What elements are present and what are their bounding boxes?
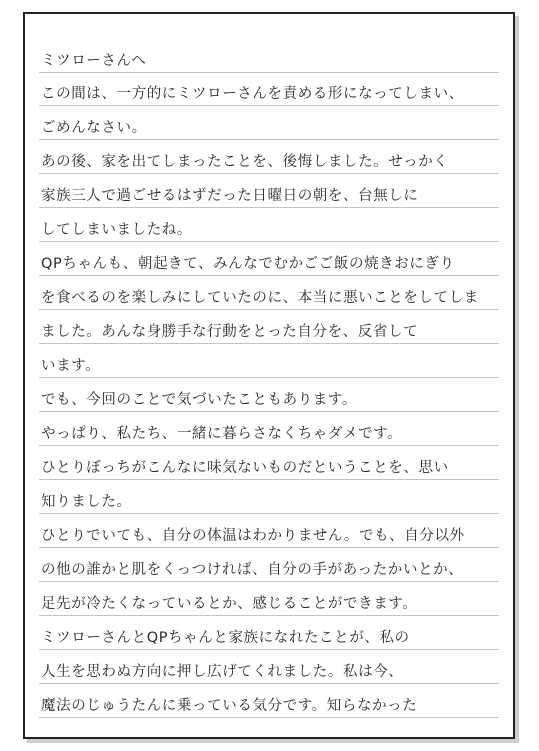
letter-line: 魔法のじゅうたんに乗っている気分です。知らなかった [41,698,418,714]
salutation: ミツローさんへ [41,53,147,69]
letter-line: を食べるのを楽しみにしていたのに、本当に悪いことをしてしま [41,290,479,306]
letter-line: 足先が冷たくなっているとか、感じることができます。 [41,596,418,612]
ruled-line [39,445,499,446]
ruled-line [39,513,499,514]
ruled-line [39,275,499,276]
letter-line: あの後、家を出てしまったことを、後悔しました。せっかく [41,154,449,170]
ruled-line [39,683,499,684]
letter-line: 知りました。 [41,494,132,510]
ruled-line [39,581,499,582]
ruled-line [39,377,499,378]
ruled-line [39,547,499,548]
ruled-line [39,105,499,106]
letter-line: ミツローさんとQPちゃんと家族になれたことが、私の [41,630,410,646]
ruled-line [39,207,499,208]
letter-line: やっぱり、私たち、一緒に暮らさなくちゃダメです。 [41,426,403,442]
ruled-line [39,241,499,242]
ruled-line [39,649,499,650]
ruled-line [39,411,499,412]
ruled-line [39,615,499,616]
ruled-line [39,72,499,73]
letter-line: でも、今回のことで気づいたこともあります。 [41,392,357,408]
letter-line: ました。あんな身勝手な行動をとった自分を、反省して [41,324,419,340]
ruled-line [39,139,499,140]
letter-line: ひとりでいても、自分の体温はわかりません。でも、自分以外 [41,528,465,544]
letter-sheet [23,12,515,739]
ruled-line [39,309,499,310]
letter-line: この間は、一方的にミツローさんを責める形になってしまい、 [41,86,464,102]
letter-line: QPちゃんも、朝起きて、みんなでむかごご飯の焼きおにぎり [41,256,455,272]
letter-line: してしまいましたね。 [41,222,192,238]
letter-line: ひとりぼっちがこんなに味気ないものだということを、思い [41,460,449,476]
letter-line: の他の誰かと肌をくっつければ、自分の手があったかいとか、 [41,562,464,578]
letter-line: ごめんなさい。 [41,120,147,136]
letter-line: います。 [41,358,101,374]
letter-line: 家族三人で過ごせるはずだった日曜日の朝を、台無しに [41,188,419,204]
ruled-line [39,343,499,344]
letter-line: 人生を思わぬ方向に押し広げてくれました。私は今、 [41,664,404,680]
ruled-line [39,173,499,174]
ruled-line [39,717,499,718]
ruled-line [39,479,499,480]
